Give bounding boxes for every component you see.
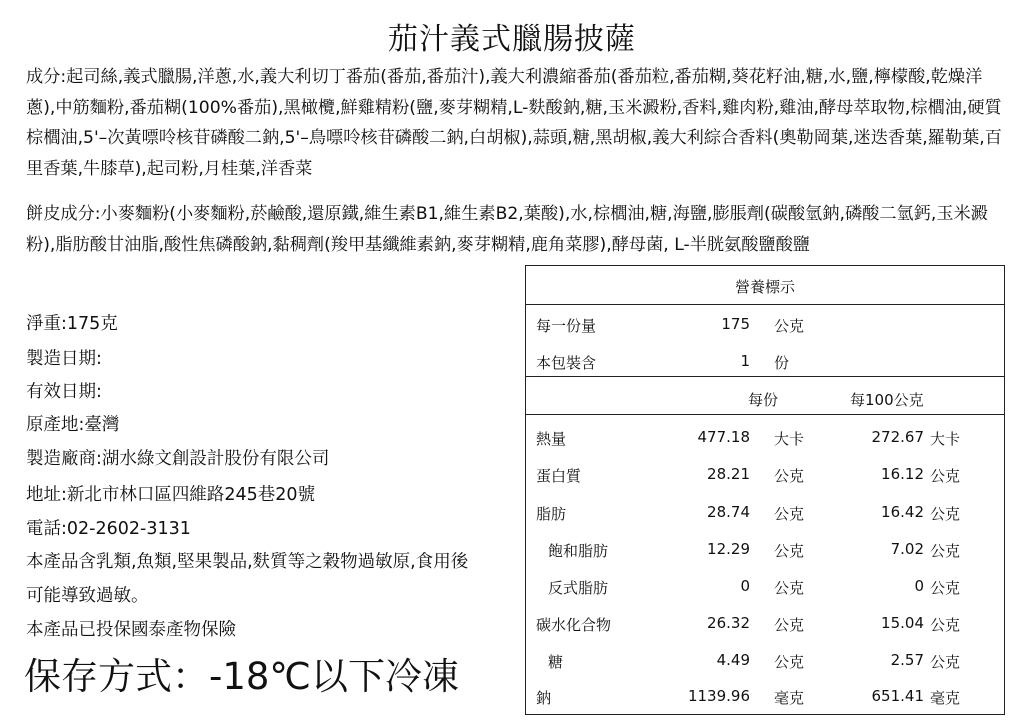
nutrient-per-100g: 7.02 [890,540,924,558]
nutrient-per-100g: 272.67 [871,428,924,446]
nutrient-unit: 公克 [930,653,961,671]
ingredients-text: 成分:起司絲,義式臘腸,洋蔥,水,義大利切丁番茄(番茄,番茄汁),義大利濃縮番茄(番茄粒,番茄糊,葵花籽油,糖,水,鹽,檸檬酸,乾燥洋蔥),中筋麵粉,番茄糊(100%番茄),黑橄欖,鮮雞精粉(鹽,麥芽糊精,L-麩酸鈉,糖,玉米澱粉,香料,雞肉粉,雞油,酵母萃取物,棕櫚油,硬質棕櫚油,5'–次黃嘌呤核苷磷酸二鈉,5'–鳥嘌呤核苷磷酸二鈉,白胡椒),蒜頭,糖,黑胡椒,義大利綜合香料(奧勒岡葉,迷迭香葉,羅勒葉,百里香葉,牛膝草),起司粉,月桂葉,洋香菜 [26,67,1002,179]
allergen-notice-line2: 可能導致過敏。 [26,586,149,606]
manufacture-date: 製造日期: [26,349,102,369]
net-weight: 淨重:175克 [26,314,118,334]
nutrient-per-serving: 477.18 [697,428,750,446]
nutrient-unit: 公克 [774,542,805,560]
nutrient-unit: 公克 [930,579,961,597]
nutrient-unit: 毫克 [930,689,961,707]
nutrient-per-serving: 26.32 [707,614,750,632]
divider [526,304,1004,305]
nutrient-per-serving: 4.49 [716,651,750,669]
nutrient-label: 糖 [548,653,564,671]
crust-ingredients-text: 餅皮成分:小麥麵粉(小麥麵粉,菸鹼酸,還原鐵,維生素B1,維生素B2,葉酸),水,棕櫚油,糖,海鹽,膨脹劑(碳酸氫鈉,磷酸二氫鈣,玉米澱粉),脂肪酸甘油脂,酸性焦磷酸鈉,黏稠劑(羧甲基纖維素鈉,麥芽糊精,鹿角菜膠),酵母菌, L-半胱氨酸鹽酸鹽 [26,204,988,255]
divider [526,414,1004,415]
nutrient-per-100g: 15.04 [881,614,924,632]
storage-instructions: 保存方式：-18℃以下冷凍 [24,655,459,698]
nutrient-unit: 大卡 [930,430,961,448]
expiry-date: 有效日期: [26,382,102,402]
col-per-serving: 每份 [748,391,779,409]
nutrient-label: 蛋白質 [536,467,582,485]
nutrition-facts-table [525,265,1005,715]
origin: 原產地:臺灣 [26,415,120,435]
nutrient-per-100g: 651.41 [871,687,924,705]
nutrient-per-serving: 28.21 [707,465,750,483]
nutrient-per-serving: 28.74 [707,503,750,521]
nutrient-unit: 公克 [930,467,961,485]
nutrient-per-100g: 16.42 [881,503,924,521]
servings-unit: 份 [774,354,790,372]
nutrient-unit: 毫克 [774,689,805,707]
nutrient-per-100g: 0 [914,577,924,595]
serving-size-label: 每一份量 [536,317,597,335]
nutrient-per-100g: 2.57 [890,651,924,669]
manufacturer: 製造廠商:湖水綠文創設計股份有限公司 [26,449,330,469]
nutrient-label: 碳水化合物 [536,616,612,634]
nutrient-unit: 公克 [774,505,805,523]
nutrient-label: 脂肪 [536,505,567,523]
nutrient-unit: 公克 [774,653,805,671]
nutrient-unit: 公克 [774,579,805,597]
nutrient-unit: 大卡 [774,430,805,448]
servings-label: 本包裝含 [536,354,597,372]
nutrient-per-serving: 1139.96 [687,687,750,705]
divider [526,376,1004,377]
nutrient-label: 飽和脂肪 [548,542,609,560]
servings-value: 1 [740,352,750,370]
serving-size-unit: 公克 [774,317,805,335]
nutrient-label: 反式脂肪 [548,579,609,597]
serving-size-value: 175 [721,315,750,333]
nutrient-unit: 公克 [930,505,961,523]
nutrient-unit: 公克 [774,467,805,485]
nutrient-unit: 公克 [774,616,805,634]
product-title: 茄汁義式臘腸披薩 [388,22,636,57]
nutrient-per-serving: 0 [740,577,750,595]
nutrient-per-100g: 16.12 [881,465,924,483]
nutrient-unit: 公克 [930,542,961,560]
nutrient-unit: 公克 [930,616,961,634]
nutrient-label: 鈉 [536,689,552,707]
insurance-notice: 本產品已投保國泰產物保險 [26,620,236,640]
nutrient-label: 熱量 [536,430,567,448]
col-per-100g: 每100公克 [850,391,924,409]
address: 地址:新北市林口區四維路245巷20號 [26,485,316,505]
phone: 電話:02-2602-3131 [26,519,191,539]
allergen-notice-line1: 本產品含乳類,魚類,堅果製品,麩質等之穀物過敏原,食用後 [26,552,469,572]
nutrition-header: 營養標示 [734,278,795,296]
nutrient-per-serving: 12.29 [707,540,750,558]
